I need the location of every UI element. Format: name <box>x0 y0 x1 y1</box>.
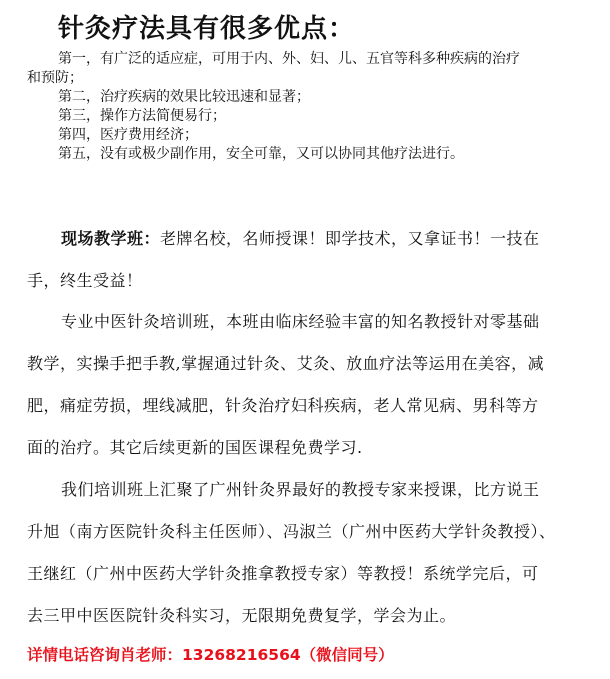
training-line-4: 面的治疗。其它后续更新的国医课程免费学习. <box>27 438 363 457</box>
onsite-line-1-text: 老牌名校，名师授课！即学技术，又拿证书！一技在 <box>160 229 540 248</box>
experts-line-2: 升旭（南方医院针灸科主任医师）、冯淑兰（广州中医药大学针灸教授）、 <box>27 522 556 541</box>
advantage-item-1: 第一，有广泛的适应症，可用于内、外、妇、儿、五官等科多种疾病的治疗 <box>58 51 520 67</box>
training-line-2: 教学，实操手把手教,掌握通过针灸、艾灸、放血疗法等运用在美容，减 <box>27 354 545 373</box>
advantage-item-2: 第二，治疗疾病的效果比较迅速和显著； <box>58 89 310 105</box>
training-line-3: 肥，痛症劳损，埋线减肥，针灸治疗妇科疾病，老人常见病、男科等方 <box>27 396 539 415</box>
experts-line-4: 去三甲中医医院针灸科实习，无限期免费复学，学会为止。 <box>27 606 457 625</box>
advantage-item-1-continued: 和预防； <box>27 70 83 86</box>
onsite-line-2: 手，终生受益！ <box>27 271 143 290</box>
heading: 针灸疗法具有很多优点： <box>58 14 356 44</box>
training-line-1: 专业中医针灸培训班，本班由临床经验丰富的知名教授针对零基础 <box>61 312 540 331</box>
advantage-item-5: 第五，没有或极少副作用，安全可靠，又可以协同其他疗法进行。 <box>58 146 464 162</box>
onsite-line-1 <box>61 228 540 250</box>
advantages-list <box>27 50 587 164</box>
experts-line-3: 王继红（广州中医药大学针灸推拿教授专家）等教授！系统学完后，可 <box>27 564 539 583</box>
onsite-label: 现场教学班： <box>61 229 161 248</box>
advantage-item-3: 第三，操作方法简便易行； <box>58 108 226 124</box>
advantage-item-4: 第四，医疗费用经济； <box>58 127 198 143</box>
experts-line-1: 我们培训班上汇聚了广州针灸界最好的教授专家来授课，比方说王 <box>61 480 540 499</box>
contact-line: 详情电话咨询肖老师：13268216564（微信同号） <box>27 646 394 664</box>
